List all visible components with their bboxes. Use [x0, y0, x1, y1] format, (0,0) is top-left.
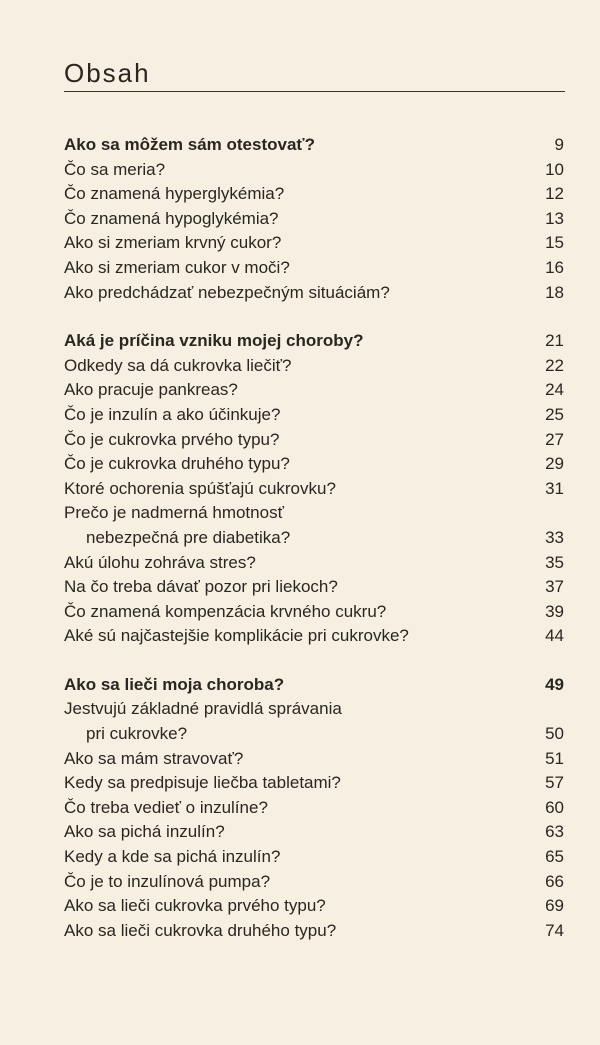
toc-entry — [64, 501, 564, 526]
toc-page-number: 37 — [545, 577, 564, 597]
toc-entry-title: Kedy sa predpisuje liečba tabletami? — [64, 773, 341, 793]
toc-page-number: 22 — [545, 355, 564, 375]
toc-entry-title: pri cukrovke? — [86, 724, 188, 744]
toc-entry-title: Kedy a kde sa pichá inzulín? — [64, 847, 281, 867]
toc-section — [64, 673, 564, 944]
toc-entry — [64, 697, 564, 722]
toc-entry — [64, 575, 564, 600]
toc-page-number: 9 — [554, 135, 564, 154]
toc-page-number: 44 — [545, 626, 564, 646]
toc-page-number: 63 — [545, 822, 564, 842]
toc-entry — [64, 600, 564, 625]
toc-section — [64, 329, 564, 649]
toc-entry — [64, 870, 564, 895]
toc-entry-title: Ako si zmeriam cukor v moči? — [64, 257, 290, 277]
toc-page-number: 66 — [545, 871, 564, 891]
toc-page-number: 27 — [545, 429, 564, 449]
toc-entry — [64, 378, 564, 403]
toc-section-heading — [64, 673, 564, 698]
toc-entry-title: Ako si zmeriam krvný cukor? — [64, 233, 282, 253]
toc-page-number: 21 — [545, 331, 564, 351]
toc-entry-title: Ako sa pichá inzulín? — [64, 822, 225, 842]
toc-page-number: 57 — [545, 773, 564, 793]
toc-entry-title: Odkedy sa dá cukrovka liečiť? — [64, 355, 292, 375]
toc-page-number: 24 — [545, 380, 564, 400]
toc-entry-title: Ako sa lieči cukrovka druhého typu? — [64, 920, 337, 940]
toc-page-number: 69 — [545, 896, 564, 916]
toc-page-number: 50 — [545, 724, 564, 744]
toc-entry — [64, 526, 564, 551]
toc-entry — [64, 796, 564, 821]
toc-entry — [64, 452, 564, 477]
toc-entry — [64, 207, 564, 232]
table-of-contents — [64, 133, 564, 943]
toc-entry-title: Ako sa lieči cukrovka prvého typu? — [64, 896, 326, 916]
toc-page-number: 39 — [545, 601, 564, 621]
toc-entry-title: Čo sa meria? — [64, 159, 166, 179]
toc-entry — [64, 747, 564, 772]
toc-entry-title: Čo treba vedieť o inzulíne? — [64, 797, 268, 817]
toc-entry-title: Aká je príčina vzniku mojej choroby? — [64, 331, 364, 351]
toc-entry — [64, 403, 564, 428]
toc-page-number: 25 — [545, 404, 564, 424]
toc-entry — [64, 551, 564, 576]
toc-page-number: 51 — [545, 748, 564, 768]
title-rule — [64, 91, 565, 92]
toc-entry-title: Prečo je nadmerná hmotnosť — [64, 503, 284, 523]
toc-section-heading — [64, 133, 564, 158]
toc-page-number: 29 — [545, 454, 564, 474]
toc-entry-title: Na čo treba dávať pozor pri liekoch? — [64, 577, 338, 597]
toc-entry-title: Čo je cukrovka druhého typu? — [64, 454, 290, 474]
toc-page-number: 16 — [545, 257, 564, 277]
toc-entry-title: Čo je to inzulínová pumpa? — [64, 871, 271, 891]
toc-entry-title: Jestvujú základné pravidlá správania — [64, 699, 342, 719]
toc-entry-title: nebezpečná pre diabetika? — [86, 527, 291, 547]
toc-entry — [64, 894, 564, 919]
toc-page-number: 12 — [545, 184, 564, 204]
toc-entry-title: Čo znamená hyperglykémia? — [64, 184, 285, 204]
toc-entry-title: Ktoré ochorenia spúšťajú cukrovku? — [64, 478, 336, 498]
toc-entry — [64, 231, 564, 256]
toc-page-number: 33 — [545, 527, 564, 547]
toc-entry-title: Ako sa mám stravovať? — [64, 748, 244, 768]
toc-page-number: 18 — [545, 282, 564, 302]
toc-page-number: 31 — [545, 478, 564, 498]
toc-entry — [64, 624, 564, 649]
toc-page-number: 10 — [545, 159, 564, 179]
toc-entry-title: Čo je cukrovka prvého typu? — [64, 429, 280, 449]
toc-entry — [64, 477, 564, 502]
toc-entry — [64, 919, 564, 944]
toc-entry — [64, 428, 564, 453]
toc-page-number: 60 — [545, 797, 564, 817]
toc-entry — [64, 354, 564, 379]
toc-entry-title: Aké sú najčastejšie komplikácie pri cukrovke? — [64, 626, 409, 646]
toc-entry — [64, 158, 564, 183]
toc-entry — [64, 820, 564, 845]
toc-entry — [64, 256, 564, 281]
toc-entry — [64, 722, 564, 747]
toc-entry — [64, 845, 564, 870]
toc-entry-title: Čo je inzulín a ako účinkuje? — [64, 404, 281, 424]
toc-entry-title: Ako sa lieči moja choroba? — [64, 674, 285, 694]
toc-entry-title: Čo znamená hypoglykémia? — [64, 208, 279, 228]
toc-entry-title: Ako predchádzať nebezpečným situáciám? — [64, 282, 390, 302]
toc-entry-title: Čo znamená kompenzácia krvného cukru? — [64, 601, 387, 621]
page-title: Obsah — [64, 58, 151, 88]
toc-page-number: 65 — [545, 847, 564, 867]
toc-page-number: 35 — [545, 552, 564, 572]
toc-page-number: 74 — [545, 920, 564, 940]
toc-entry — [64, 771, 564, 796]
toc-entry-title: Ako sa môžem sám otestovať? — [64, 135, 315, 154]
toc-entry — [64, 281, 564, 306]
toc-section — [64, 133, 564, 305]
toc-section-heading — [64, 329, 564, 354]
toc-entry-title: Ako pracuje pankreas? — [64, 380, 238, 400]
toc-entry-title: Akú úlohu zohráva stres? — [64, 552, 256, 572]
toc-entry — [64, 182, 564, 207]
toc-page-number: 15 — [545, 233, 564, 253]
toc-page-number: 13 — [545, 208, 564, 228]
toc-page-number: 49 — [545, 674, 564, 694]
